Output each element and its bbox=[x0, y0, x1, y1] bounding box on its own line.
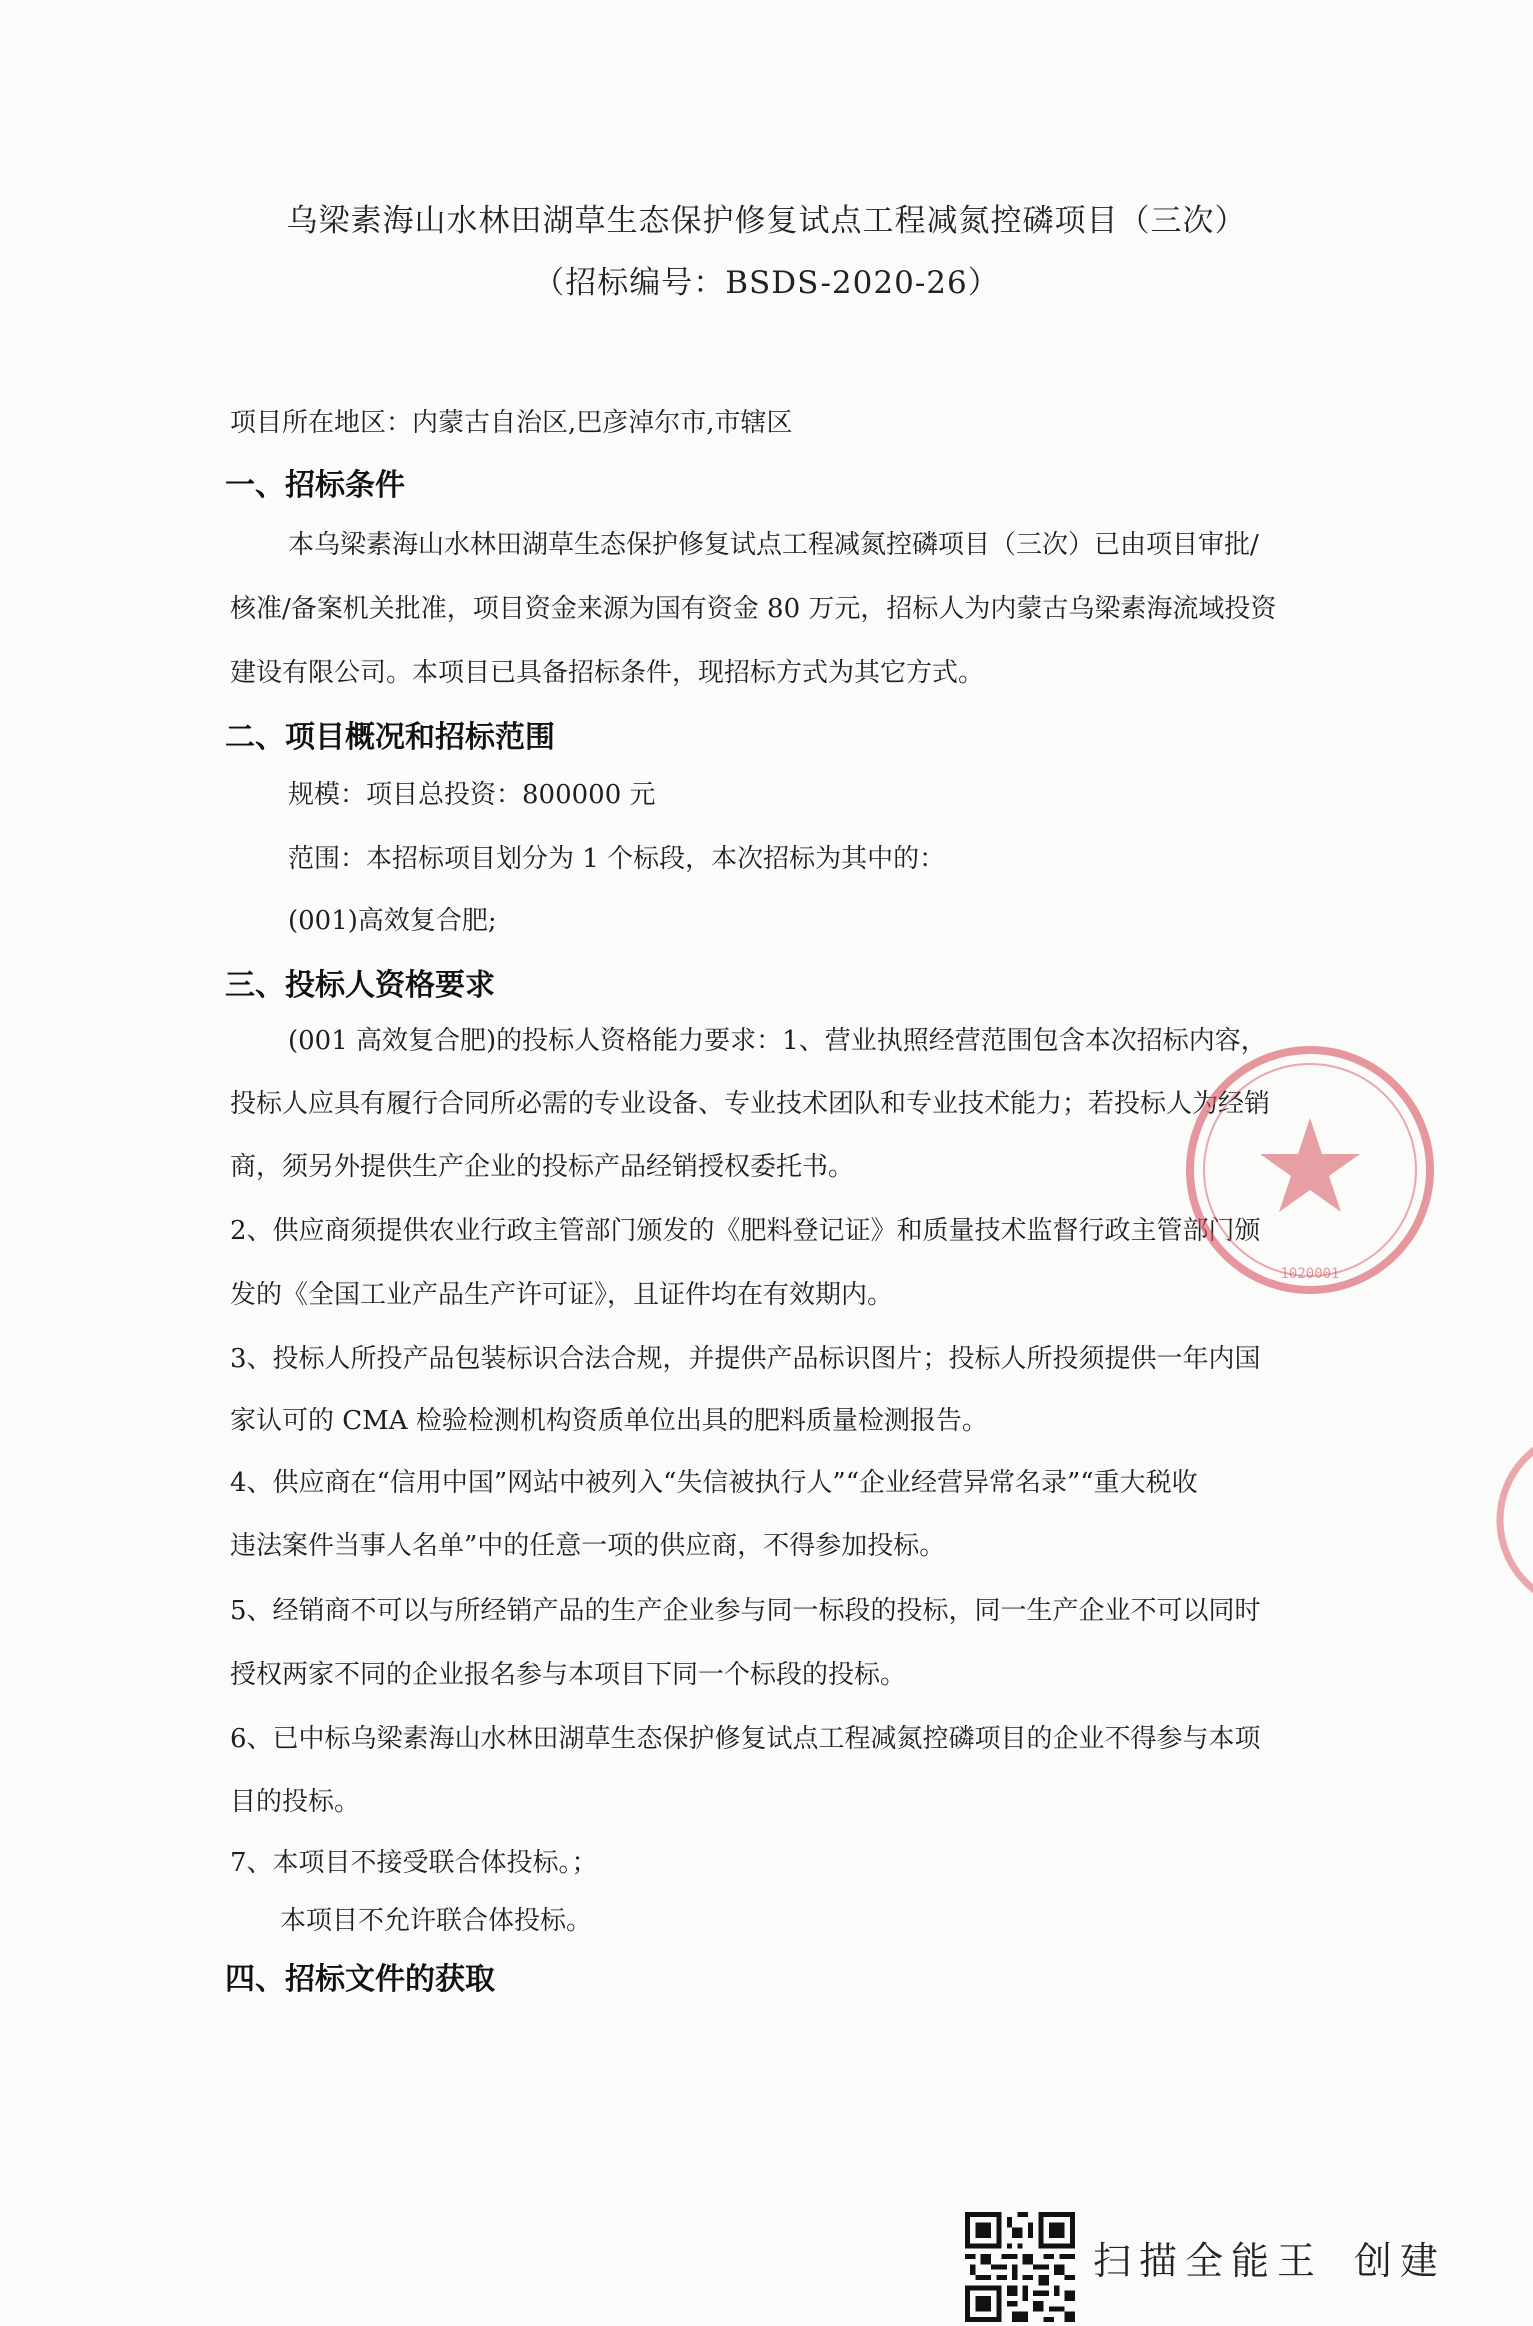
paragraph-line: 违法案件当事人名单”中的任意一项的供应商，不得参加投标。 bbox=[230, 1531, 946, 1561]
paragraph-line: 目的投标。 bbox=[230, 1787, 361, 1817]
project-location: 项目所在地区：内蒙古自治区,巴彦淖尔市,市辖区 bbox=[230, 408, 793, 438]
paragraph-line: 7、本项目不接受联合体投标。； bbox=[230, 1848, 598, 1878]
document-title: 乌梁素海山水林田湖草生态保护修复试点工程减氮控磷项目（三次） bbox=[286, 203, 1247, 239]
paragraph-line: 投标人应具有履行合同所必需的专业设备、专业技术团队和专业技术能力；若投标人为经销 bbox=[230, 1089, 1271, 1119]
scanner-watermark bbox=[965, 2212, 1446, 2302]
seal-number: 1020001 bbox=[1280, 1266, 1340, 1282]
paragraph-line: 核准/备案机关批准，项目资金来源为国有资金 80 万元，招标人为内蒙古乌梁素海流域投资 bbox=[230, 594, 1277, 624]
paragraph-line: 商，须另外提供生产企业的投标产品经销授权委托书。 bbox=[230, 1152, 855, 1182]
paragraph-line: 范围：本招标项目划分为 1 个标段，本次招标为其中的： bbox=[288, 844, 946, 874]
section-heading-bidder-qualifications: 三、投标人资格要求 bbox=[225, 968, 495, 1003]
paragraph-line: 家认可的 CMA 检验检测机构资质单位出具的肥料质量检测报告。 bbox=[230, 1406, 988, 1436]
paragraph-line: 2、供应商须提供农业行政主管部门颁发的《肥料登记证》和质量技术监督行政主管部门颁 bbox=[230, 1216, 1261, 1246]
qr-code-icon bbox=[965, 2212, 1075, 2322]
paragraph-line: (001)高效复合肥; bbox=[288, 906, 497, 936]
paragraph-line: 4、供应商在“信用中国”网站中被列入“失信被执行人”“企业经营异常名录”“重大税收 bbox=[230, 1468, 1198, 1498]
section-heading-project-overview: 二、项目概况和招标范围 bbox=[225, 720, 555, 755]
tender-number: （招标编号：BSDS-2020-26） bbox=[533, 265, 1000, 301]
section-heading-obtain-documents: 四、招标文件的获取 bbox=[225, 1962, 495, 1997]
company-seal-stamp bbox=[1180, 1040, 1440, 1300]
paragraph-line: 本乌梁素海山水林田湖草生态保护修复试点工程减氮控磷项目（三次）已由项目审批/ bbox=[288, 530, 1259, 560]
section-heading-tender-conditions: 一、招标条件 bbox=[225, 468, 405, 503]
paragraph-line: 发的《全国工业产品生产许可证》，且证件均在有效期内。 bbox=[230, 1280, 894, 1310]
paragraph-line: 规模：项目总投资：800000 元 bbox=[288, 780, 656, 810]
paragraph-line: 5、经销商不可以与所经销产品的生产企业参与同一标段的投标，同一生产企业不可以同时 bbox=[230, 1596, 1261, 1626]
paragraph-line: 授权两家不同的企业报名参与本项目下同一个标段的投标。 bbox=[230, 1660, 907, 1690]
paragraph-line: 本项目不允许联合体投标。 bbox=[280, 1906, 593, 1936]
paragraph-line: (001 高效复合肥)的投标人资格能力要求：1、营业执照经营范围包含本次招标内容， bbox=[288, 1026, 1267, 1056]
paragraph-line: 6、已中标乌梁素海山水林田湖草生态保护修复试点工程减氮控磷项目的企业不得参与本项 bbox=[230, 1724, 1261, 1754]
scanner-app-label: 扫描全能王 创建 bbox=[1093, 2239, 1446, 2283]
paragraph-line: 3、投标人所投产品包装标识合法合规，并提供产品标识图片；投标人所投须提供一年内国 bbox=[230, 1344, 1261, 1374]
paragraph-line: 建设有限公司。本项目已具备招标条件，现招标方式为其它方式。 bbox=[230, 658, 985, 688]
partial-seal-stamp bbox=[1478, 1425, 1533, 1615]
